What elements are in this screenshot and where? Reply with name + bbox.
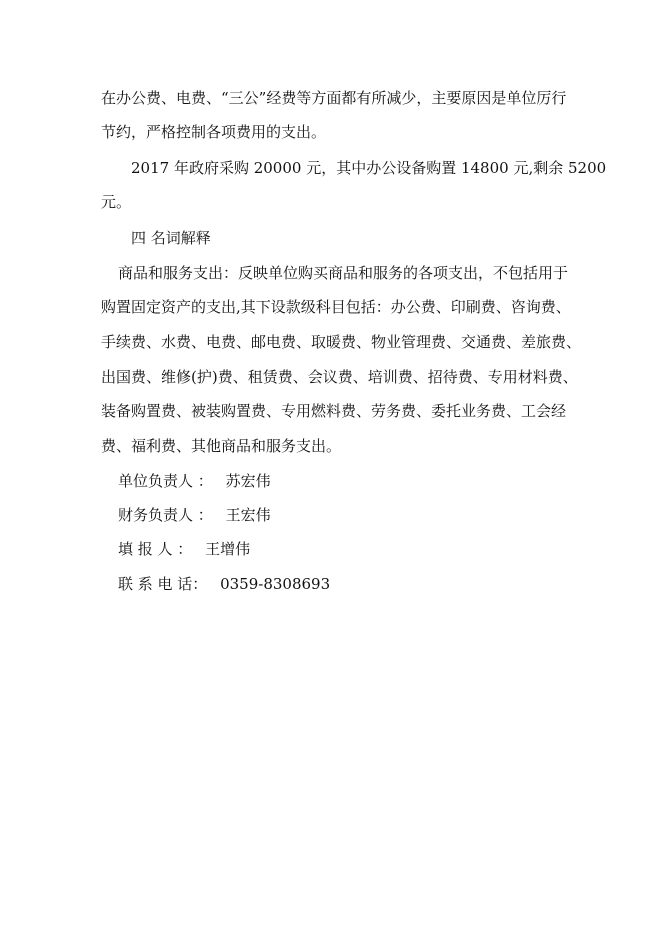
- paragraph-line: 商品和服务支出：反映单位购买商品和服务的各项支出，不包括用于: [118, 264, 569, 282]
- signature-value: 苏宏伟: [225, 472, 271, 490]
- paragraph-line: 在办公费、电费、“三公”经费等方面都有所减少，主要原因是单位厉行: [101, 89, 567, 107]
- paragraph-line: 手续费、水费、电费、邮电费、取暖费、物业管理费、交通费、差旅费、: [101, 333, 582, 351]
- paragraph-line: 购置固定资产的支出,其下设款级科目包括：办公费、印刷费、咨询费、: [101, 298, 571, 316]
- signature-label: 联 系 电 话：: [118, 575, 208, 593]
- signature-unit-head: [118, 471, 271, 491]
- paragraph-line: 装备购置费、被装购置费、专用燃料费、劳务费、委托业务费、工会经: [101, 402, 567, 420]
- paragraph-line: 元。: [101, 193, 132, 211]
- signature-label: 填 报 人 ：: [118, 540, 193, 558]
- signature-filler: [118, 539, 250, 559]
- section-heading: 四 名词解释: [131, 229, 211, 247]
- signature-label: 单位负责人 ：: [118, 472, 213, 490]
- signature-finance-head: [118, 505, 271, 525]
- paragraph-line: 费、福利费、其他商品和服务支出。: [101, 437, 342, 455]
- paragraph-line: 2017 年政府采购 20000 元，其中办公设备购置 14800 元,剩余 5200: [131, 159, 607, 177]
- signature-value: 王宏伟: [225, 506, 271, 524]
- paragraph-line: 节约，严格控制各项费用的支出。: [101, 123, 327, 141]
- paragraph-line: 出国费、维修(护)费、租赁费、会议费、培训费、招待费、专用材料费、: [101, 368, 578, 386]
- signature-value: 王增伟: [205, 540, 251, 558]
- signature-phone: [118, 574, 330, 594]
- signature-value: 0359-8308693: [220, 575, 331, 593]
- signature-label: 财务负责人 ：: [118, 506, 213, 524]
